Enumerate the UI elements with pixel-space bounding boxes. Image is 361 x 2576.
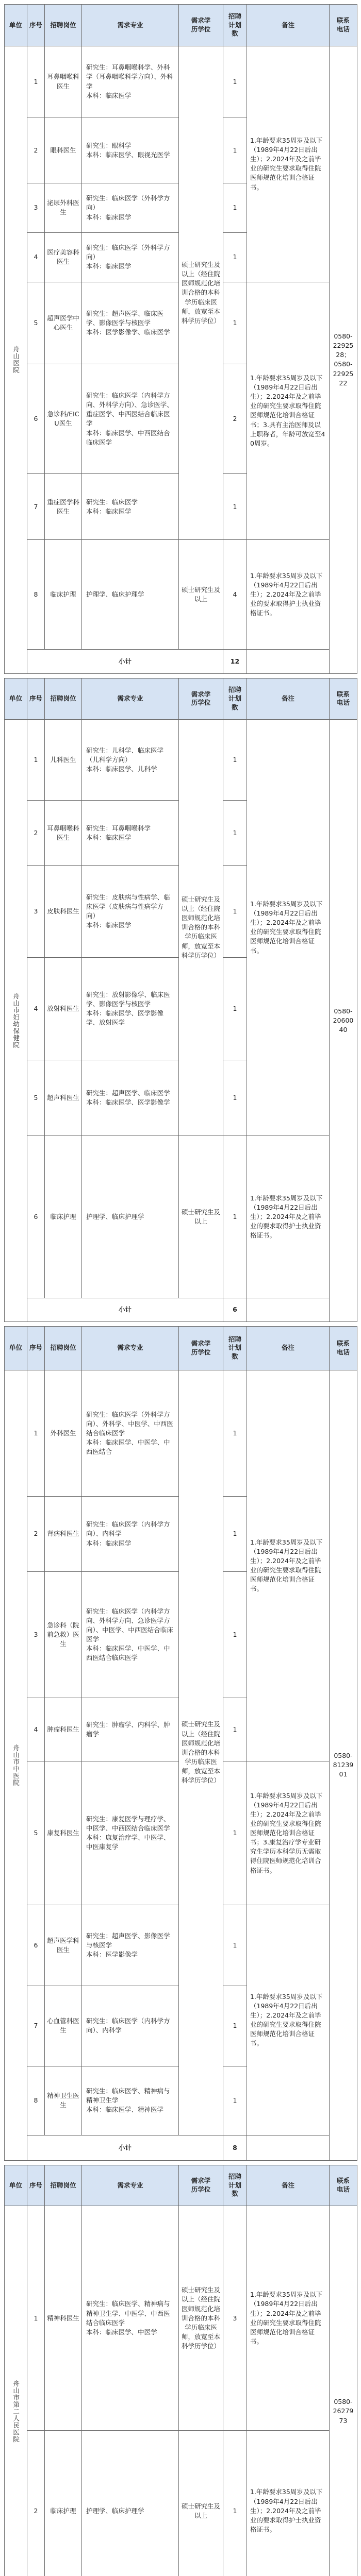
row-major: 研究生：放射影像学、临床医学、影像医学与核医学 本科：临床医学、医学影像学、放射医学 xyxy=(82,957,179,1060)
contact-phone: 0580- 22925 28； 0580- 22925 22 xyxy=(330,46,357,673)
row-position: 精神卫生医生 xyxy=(45,2066,82,2135)
row-degree: 硕士研究生及以上 xyxy=(179,2431,223,2576)
row-count: 1 xyxy=(223,183,247,233)
row-note: 1.年龄要求35周岁及以下（1989年4月22日后出生）；2.2024年及之前毕业的研究生要求取得住院医师规范化培训合格证书；3.康复治疗学专业研究生学历本科学历无需取得住院医师规范化培训合格证书。 xyxy=(247,1761,330,1905)
row-degree: 硕士研究生及以上（经住院医师规范化培训合格的本科学历临床医师，放宽至本科学历学位） xyxy=(179,2206,223,2430)
row-seq: 1 xyxy=(27,1370,45,1497)
row-seq: 8 xyxy=(27,540,45,650)
row-position: 超声医学科医生 xyxy=(45,1905,82,1986)
subtotal-value: 6 xyxy=(223,1298,247,1321)
table-header-row xyxy=(5,1327,357,1370)
row-position: 医疗美容科医生 xyxy=(45,232,82,282)
row-position: 放射科医生 xyxy=(45,957,82,1060)
row-seq: 3 xyxy=(27,183,45,233)
row-note: 1.年龄要求35周岁及以下（1989年4月22日后出生）；2.2024年及之前毕业的研究生要求取得住院医师规范化培训合格证书。 xyxy=(247,2206,330,2430)
row-seq: 6 xyxy=(27,1905,45,1986)
row-major: 研究生：眼科学 本科：临床医学、眼视光医学 xyxy=(82,117,179,183)
header-unit: 单位 xyxy=(5,1327,27,1370)
header-count: 招聘 计划 数 xyxy=(223,1327,247,1370)
row-note: 1.年龄要求35周岁及以下（1989年4月22日后出生）；2.2024年及之前毕业的要求取得护士执业资格证书。 xyxy=(247,540,330,650)
header-contact: 联系 电话 xyxy=(330,2165,357,2206)
unit-name: 舟山市第二人民医院 xyxy=(5,2206,27,2576)
header-unit: 单位 xyxy=(5,5,27,46)
header-position: 招聘岗位 xyxy=(45,5,82,46)
subtotal-label: 小计 xyxy=(27,650,223,674)
subtotal-row xyxy=(5,2135,357,2160)
header-major: 需求专业 xyxy=(82,1327,179,1370)
contact-phone: 0580- 81239 01 xyxy=(330,1370,357,2160)
row-note: 1.年龄要求35周岁及以下（1989年4月22日后出生）；2.2024年及之前毕业的研究生要求取得住院医师规范化培训合格证书；3.具有主治医师及以上职称者，年龄可放宽至40周岁。 xyxy=(247,282,330,539)
table-header-row xyxy=(5,5,357,46)
row-seq: 5 xyxy=(27,1761,45,1905)
unit-name: 舟山市中医院 xyxy=(5,1370,27,2160)
row-seq: 2 xyxy=(27,2431,45,2576)
table-header-row xyxy=(5,2165,357,2206)
row-note: 1.年龄要求35周岁及以下（1989年4月22日后出生）；2.2024年及之前毕业的要求取得护士执业资格证书。 xyxy=(247,1136,330,1298)
header-note: 备注 xyxy=(247,679,330,720)
row-position: 急诊科（院前急救）医生 xyxy=(45,1571,82,1698)
header-degree: 需求学 历学位 xyxy=(179,2165,223,2206)
row-count: 1 xyxy=(223,1060,247,1136)
row-seq: 3 xyxy=(27,1571,45,1698)
header-note: 备注 xyxy=(247,2165,330,2206)
row-major: 研究生：皮肤病与性病学、临床医学（皮肤病与性病学方向） 本科：临床医学 xyxy=(82,866,179,957)
row-seq: 6 xyxy=(27,1136,45,1298)
row-major: 研究生：临床医学 本科：临床医学 xyxy=(82,474,179,540)
row-count: 1 xyxy=(223,2066,247,2135)
header-position: 招聘岗位 xyxy=(45,2165,82,2206)
row-seq: 7 xyxy=(27,474,45,540)
row-count: 1 xyxy=(223,2431,247,2576)
row-seq: 1 xyxy=(27,719,45,800)
row-degree: 硕士研究生及以上（经住院医师规范化培训合格的本科学历临床医师，放宽至本科学历学位） xyxy=(179,46,223,539)
row-degree: 硕士研究生及以上（经住院医师规范化培训合格的本科学历临床医师，放宽至本科学历学位） xyxy=(179,1370,223,2135)
row-count: 1 xyxy=(223,1905,247,1986)
row-major: 研究生：临床医学（内科学方向）、内科学 本科：临床医学 xyxy=(82,1497,179,1571)
row-seq: 5 xyxy=(27,1060,45,1136)
row-major: 研究生：临床医学（外科学方向）、外科学、中医学、中西医结合临床医学 本科：临床医学、中医学、中西医结合 xyxy=(82,1370,179,1497)
row-seq: 2 xyxy=(27,117,45,183)
row-seq: 4 xyxy=(27,957,45,1060)
row-position: 超声医学中心医生 xyxy=(45,282,82,364)
subtotal-row xyxy=(5,650,357,674)
row-count: 1 xyxy=(223,1761,247,1905)
row-position: 临床护理 xyxy=(45,540,82,650)
row-major: 研究生：临床医学（内科学方向、外科学方向）、急诊医学、重症医学、中西医结合临床医学 本科：临床医学、中西医结合临床医学 xyxy=(82,364,179,474)
header-unit: 单位 xyxy=(5,2165,27,2206)
header-degree: 需求学 历学位 xyxy=(179,5,223,46)
contact-phone: 0580- 20600 40 xyxy=(330,719,357,1321)
row-note: 1.年龄要求35周岁及以下（1989年4月22日后出生）；2.2024年及之前毕业的研究生要求取得住院医师规范化培训合格证书。 xyxy=(247,46,330,282)
row-major: 研究生：耳鼻咽喉科学 本科：临床医学 xyxy=(82,801,179,866)
row-seq: 3 xyxy=(27,866,45,957)
row-major: 研究生：临床医学（外科学方向） 本科：临床医学 xyxy=(82,232,179,282)
hospital-table-zhoushan xyxy=(4,4,357,674)
row-count: 1 xyxy=(223,117,247,183)
row-position: 超声科医生 xyxy=(45,1060,82,1136)
row-seq: 4 xyxy=(27,232,45,282)
hospital-table-maternal xyxy=(4,678,357,1322)
header-major: 需求专业 xyxy=(82,5,179,46)
table-row xyxy=(5,540,357,650)
row-major: 研究生：耳鼻咽喉科学、外科学（耳鼻咽喉科学方向）、外科学 本科：临床医学 xyxy=(82,46,179,117)
header-seq: 序号 xyxy=(27,679,45,720)
row-major: 研究生：康复医学与理疗学、中医学、中西医结合临床医学 本科：康复治疗学、中医学、中医康复学 xyxy=(82,1761,179,1905)
header-count: 招聘 计划 数 xyxy=(223,679,247,720)
row-count: 1 xyxy=(223,957,247,1060)
header-contact: 联系 电话 xyxy=(330,679,357,720)
row-major: 护理学、临床护理学 xyxy=(82,540,179,650)
header-count: 招聘 计划 数 xyxy=(223,5,247,46)
row-count: 1 xyxy=(223,1136,247,1298)
row-position: 临床护理 xyxy=(45,1136,82,1298)
row-seq: 1 xyxy=(27,2206,45,2430)
header-count: 招聘 计划 数 xyxy=(223,2165,247,2206)
row-seq: 4 xyxy=(27,1698,45,1761)
row-count: 4 xyxy=(223,540,247,650)
row-major: 研究生：临床医学、精神病与精神卫生学、中医学、中西医结合临床医学 本科：临床医学、中医学 xyxy=(82,2206,179,2430)
header-note: 备注 xyxy=(247,5,330,46)
hospital-table-tcm xyxy=(4,1326,357,2161)
table-row xyxy=(5,2206,357,2430)
subtotal-label: 小计 xyxy=(27,1298,223,1321)
row-position: 耳鼻咽喉科医生 xyxy=(45,46,82,117)
table-row xyxy=(5,46,357,117)
header-seq: 序号 xyxy=(27,2165,45,2206)
row-count: 1 xyxy=(223,801,247,866)
row-position: 重症医学科医生 xyxy=(45,474,82,540)
row-count: 1 xyxy=(223,474,247,540)
row-major: 研究生：肿瘤学、内科学、肿瘤学 xyxy=(82,1698,179,1761)
row-count: 1 xyxy=(223,866,247,957)
row-seq: 1 xyxy=(27,46,45,117)
row-seq: 5 xyxy=(27,282,45,364)
row-position: 急诊科/EICU医生 xyxy=(45,364,82,474)
row-degree: 硕士研究生及以上 xyxy=(179,1136,223,1298)
header-position: 招聘岗位 xyxy=(45,679,82,720)
row-count: 1 xyxy=(223,282,247,364)
row-count: 1 xyxy=(223,1497,247,1571)
row-seq: 8 xyxy=(27,2066,45,2135)
header-seq: 序号 xyxy=(27,5,45,46)
subtotal-note xyxy=(247,650,330,674)
row-position: 儿科医生 xyxy=(45,719,82,800)
table-row xyxy=(5,1136,357,1298)
row-major: 护理学、临床护理学 xyxy=(82,2431,179,2576)
row-degree: 硕士研究生及以上（经住院医师规范化培训合格的本科学历临床医师，放宽至本科学历学位） xyxy=(179,719,223,1136)
row-note: 1.年龄要求35周岁及以下（1989年4月22日后出生）；2.2024年及之前毕业的研究生要求取得住院医师规范化培训合格证书。 xyxy=(247,1370,330,1761)
row-count: 1 xyxy=(223,46,247,117)
row-position: 精神科医生 xyxy=(45,2206,82,2430)
table-row xyxy=(5,1370,357,1497)
row-position: 心血管科医生 xyxy=(45,1986,82,2066)
row-position: 皮肤科医生 xyxy=(45,866,82,957)
row-position: 耳鼻咽喉科医生 xyxy=(45,801,82,866)
header-unit: 单位 xyxy=(5,679,27,720)
hospital-table-second xyxy=(4,2165,357,2576)
row-major: 研究生：临床医学（外科学方向） 本科：临床医学 xyxy=(82,183,179,233)
header-contact: 联系 电话 xyxy=(330,5,357,46)
row-position: 泌尿外科医生 xyxy=(45,183,82,233)
subtotal-row xyxy=(5,1298,357,1321)
table-row xyxy=(5,719,357,800)
row-count: 1 xyxy=(223,719,247,800)
row-seq: 2 xyxy=(27,801,45,866)
header-major: 需求专业 xyxy=(82,679,179,720)
row-seq: 6 xyxy=(27,364,45,474)
subtotal-value: 12 xyxy=(223,650,247,674)
row-note: 1.年龄要求35周岁及以下（1989年4月22日后出生）；2.2024年及之前毕业的研究生要求取得住院医师规范化培训合格证书。 xyxy=(247,719,330,1136)
row-count: 1 xyxy=(223,232,247,282)
row-seq: 7 xyxy=(27,1986,45,2066)
row-major: 研究生：超声医学、影像医学与核医学 本科：医学影像学 xyxy=(82,1905,179,1986)
row-position: 肿瘤科医生 xyxy=(45,1698,82,1761)
row-count: 2 xyxy=(223,364,247,474)
subtotal-value: 8 xyxy=(223,2135,247,2160)
header-degree: 需求学 历学位 xyxy=(179,679,223,720)
subtotal-note xyxy=(247,1298,330,1321)
row-count: 1 xyxy=(223,1370,247,1497)
row-position: 肾病科医生 xyxy=(45,1497,82,1571)
row-degree: 硕士研究生及以上 xyxy=(179,540,223,650)
header-position: 招聘岗位 xyxy=(45,1327,82,1370)
row-seq: 2 xyxy=(27,1497,45,1571)
header-degree: 需求学 历学位 xyxy=(179,1327,223,1370)
subtotal-note xyxy=(247,2135,330,2160)
row-major: 研究生：超声医学、临床医学、影像医学与核医学 本科：医学影像学、临床医学 xyxy=(82,282,179,364)
row-count: 1 xyxy=(223,1986,247,2066)
row-major: 研究生：超声医学、临床医学 本科：临床医学、医学影像学 xyxy=(82,1060,179,1136)
row-position: 眼科医生 xyxy=(45,117,82,183)
row-position: 康复科医生 xyxy=(45,1761,82,1905)
row-note: 1.年龄要求35周岁及以下（1989年4月22日后出生）；2.2024年及之前毕业的研究生要求取得住院医师规范化培训合格证书。 xyxy=(247,1905,330,2136)
header-note: 备注 xyxy=(247,1327,330,1370)
table-header-row xyxy=(5,679,357,720)
header-contact: 联系 电话 xyxy=(330,1327,357,1370)
row-count: 1 xyxy=(223,1571,247,1698)
row-position: 临床护理 xyxy=(45,2431,82,2576)
subtotal-label: 小计 xyxy=(27,2135,223,2160)
row-major: 研究生：临床医学、精神病与精神卫生学 本科：临床医学、精神医学 xyxy=(82,2066,179,2135)
table-row xyxy=(5,2431,357,2576)
row-note: 1.年龄要求35周岁及以下（1989年4月22日后出生）；2.2024年及之前毕业的要求取得护士执业资格证书。 xyxy=(247,2431,330,2576)
header-major: 需求专业 xyxy=(82,2165,179,2206)
header-seq: 序号 xyxy=(27,1327,45,1370)
row-major: 研究生：儿科学、临床医学（儿科学方向） 本科：临床医学、儿科学 xyxy=(82,719,179,800)
contact-phone: 0580- 26279 73 xyxy=(330,2206,357,2576)
row-position: 外科医生 xyxy=(45,1370,82,1497)
row-count: 1 xyxy=(223,1698,247,1761)
unit-name: 舟山市妇幼保健院 xyxy=(5,719,27,1321)
row-major: 护理学、临床护理学 xyxy=(82,1136,179,1298)
row-major: 研究生：临床医学（内科学方向）、内科学 xyxy=(82,1986,179,2066)
unit-name: 舟山医院 xyxy=(5,46,27,673)
row-major: 研究生：临床医学（内科学方向、外科学方向、急诊医学方向）、中医学、中西医结合临床医学 本科：临床医学、中医学、中西医结合临床医学 xyxy=(82,1571,179,1698)
row-count: 3 xyxy=(223,2206,247,2430)
